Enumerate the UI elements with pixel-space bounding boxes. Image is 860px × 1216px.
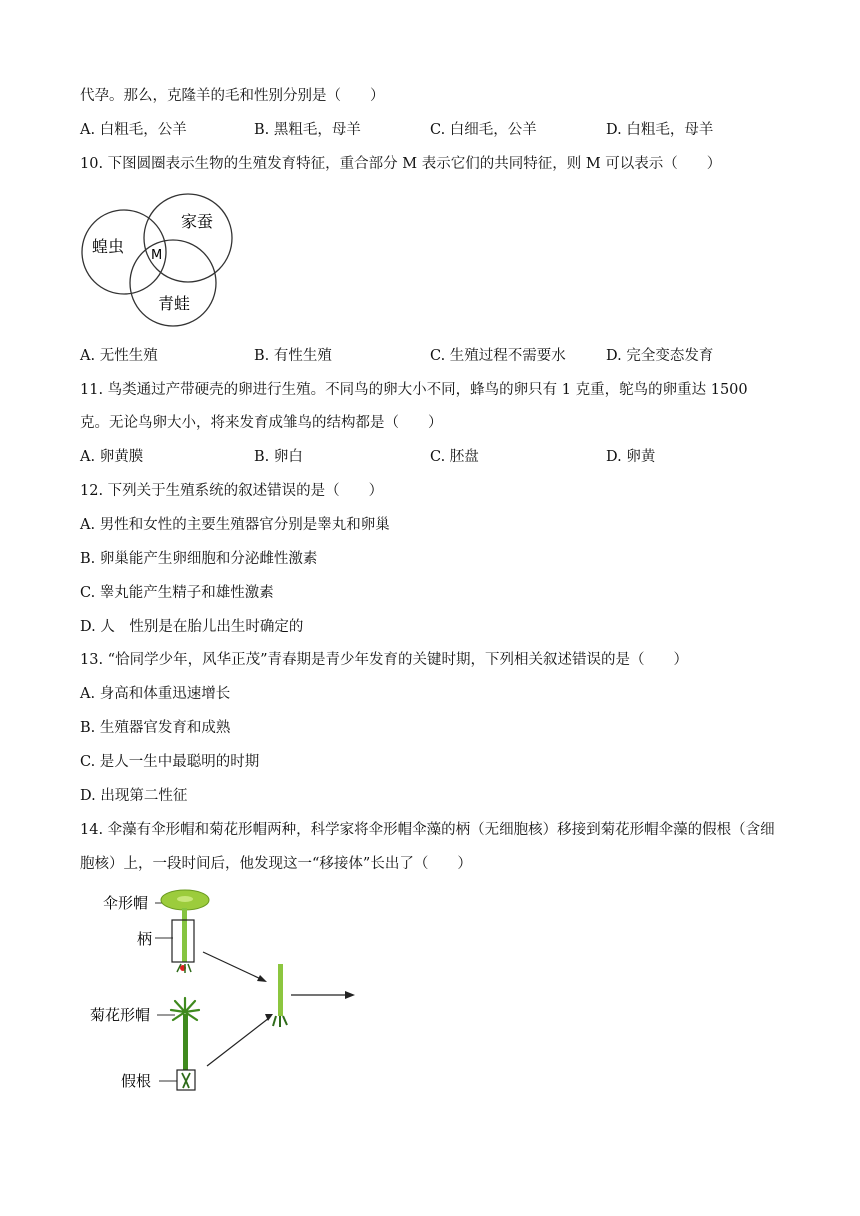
q10-option-a: A. 无性生殖 <box>80 348 158 364</box>
q9-stem-tail: 代孕。那么，克隆羊的毛和性别分别是（ ） <box>80 88 385 104</box>
q9-option-d: D. 白粗毛，母羊 <box>606 122 714 138</box>
q12-option-b: B. 卵巢能产生卵细胞和分泌雌性激素 <box>80 551 318 567</box>
q10-option-b: B. 有性生殖 <box>254 348 332 364</box>
label-chrysanthemum-cap: 菊花形帽 <box>90 1006 151 1024</box>
q9-option-c: C. 白细毛，公羊 <box>430 122 537 138</box>
q11-option-c: C. 胚盘 <box>430 449 479 465</box>
venn-diagram <box>80 186 240 331</box>
umbrella-stalk-icon <box>182 908 187 962</box>
chrysanthemum-stalk-icon <box>183 1014 188 1070</box>
q12-option-a: A. 男性和女性的主要生殖器官分别是睾丸和卵巢 <box>80 517 390 533</box>
arrow-result-head <box>345 991 355 999</box>
arrow-upper-head <box>257 975 267 982</box>
q13-option-d: D. 出现第二性征 <box>80 788 188 804</box>
venn-label-frog: 青蛙 <box>158 294 191 313</box>
q14-stem: 14. 伞藻有伞形帽和菊花形帽两种，科学家将伞形帽伞藻的柄（无细胞核）移接到菊花形帽伞藻的假根（含细胞核）上，一段时间后，他发现这一“移接体”长出了（ ） <box>80 822 775 872</box>
q9-option-b: B. 黑粗毛，母羊 <box>254 122 361 138</box>
q12-option-c: C. 睾丸能产生精子和雄性激素 <box>80 585 274 601</box>
q13-option-b: B. 生殖器官发育和成熟 <box>80 720 231 736</box>
q11-option-d: D. 卵黄 <box>606 449 656 465</box>
q13-option-a: A. 身高和体重迅速增长 <box>80 686 231 702</box>
q11-stem-line1: 11. 鸟类通过产带硬壳的卵进行生殖。不同鸟的卵大小不同，蜂鸟的卵只有 1 克重，鸵鸟的卵重达 1500 <box>80 382 748 398</box>
q13-stem: 13. “恰同学少年，风华正茂”青春期是青少年发育的关键时期，下列相关叙述错误的是（ ） <box>80 652 688 668</box>
q11-option-a: A. 卵黄膜 <box>80 449 144 465</box>
q11-stem-line2: 克。无论鸟卵大小，将来发育成雏鸟的结构都是（ ） <box>80 415 443 431</box>
arrow-lower <box>207 1018 269 1066</box>
q11-option-b: B. 卵白 <box>254 449 303 465</box>
q13-option-c: C. 是人一生中最聪明的时期 <box>80 754 260 770</box>
q12-stem: 12. 下列关于生殖系统的叙述错误的是（ ） <box>80 483 384 499</box>
venn-label-locust: 蝗虫 <box>92 237 125 256</box>
label-umbrella-cap: 伞形帽 <box>103 894 149 912</box>
q12-option-d: D. 人 性别是在胎儿出生时确定的 <box>80 619 304 635</box>
algae-graft-figure <box>85 880 375 1095</box>
venn-label-m: M <box>151 248 163 263</box>
q10-option-d: D. 完全变态发育 <box>606 348 714 364</box>
venn-label-silkworm: 家蚕 <box>181 212 214 231</box>
q10-option-c: C. 生殖过程不需要水 <box>430 348 566 364</box>
chrysanthemum-rhizoid-icon <box>182 1073 190 1088</box>
label-stalk: 柄 <box>137 930 153 948</box>
q9-option-a: A. 白粗毛，公羊 <box>80 122 187 138</box>
umbrella-cap-center <box>177 896 193 902</box>
venn-circle-silkworm <box>144 194 232 282</box>
graft-stalk-icon <box>278 964 283 1016</box>
arrow-upper <box>203 952 263 980</box>
label-rhizoid: 假根 <box>121 1072 152 1090</box>
venn-circle-frog <box>130 240 216 326</box>
q10-stem: 10. 下图圆圈表示生物的生殖发育特征，重合部分 M 表示它们的共同特征，则 M 可以表示（ ） <box>80 156 722 172</box>
graft-rhizoid-icon <box>273 1016 287 1027</box>
